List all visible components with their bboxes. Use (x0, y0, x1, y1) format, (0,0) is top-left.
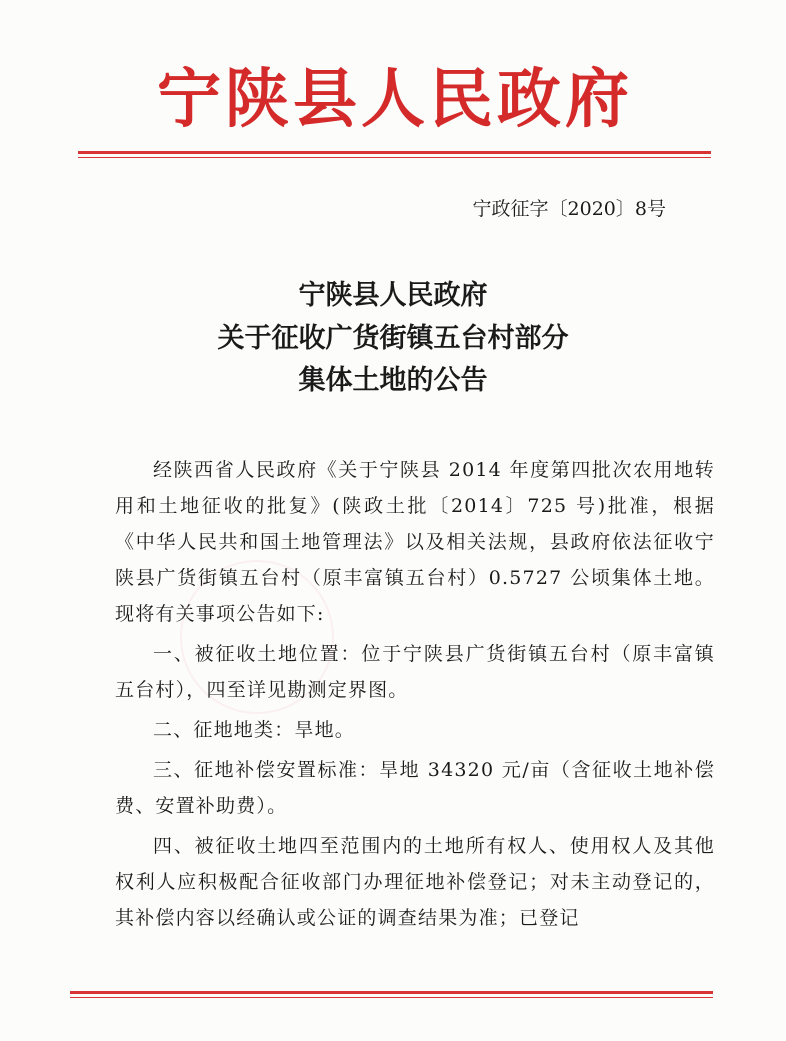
paragraph-item-4: 四、被征收土地四至范围内的土地所有权人、使用权人及其他权利人应积极配合征收部门办理征地补偿登记；对未主动登记的，其补偿内容以经确认或公证的调查结果为准；已登记 (115, 835, 715, 929)
masthead-rule-thick (78, 151, 711, 154)
issuer-masthead: 宁陕县人民政府 (157, 63, 633, 137)
paragraph-item-3: 三、征地补偿安置标准：旱地 34320 元/亩（含征收土地补偿费、安置补助费）。 (115, 759, 715, 817)
footer-rule-thick (70, 991, 713, 994)
title-line-3: 集体土地的公告 (298, 365, 488, 396)
masthead-rule-thin (78, 157, 711, 158)
paragraph-item-2: 二、征地地类：旱地。 (153, 719, 356, 741)
footer-rule-thin (70, 997, 713, 998)
title-line-1: 宁陕县人民政府 (298, 280, 488, 311)
document-number: 宁政征字〔2020〕8号 (472, 198, 666, 220)
paragraph-intro: 经陕西省人民政府《关于宁陕县 2014 年度第四批次农用地转用和土地征收的批复》(陕政土批〔2014〕725 号)批准，根据《中华人民共和国土地管理法》以及相关法规，县政府依法征收宁陕县广货街镇五台村（原丰富镇五台村）0.5727 公顷集体土地。现将有关事项公告如下: (115, 459, 715, 625)
body-text (115, 452, 715, 936)
paragraph-item-1: 一、被征收土地位置：位于宁陕县广货街镇五台村（原丰富镇五台村），四至详见勘测定界图。 (115, 643, 715, 701)
title-line-2: 关于征收广货街镇五台村部分 (217, 323, 569, 354)
